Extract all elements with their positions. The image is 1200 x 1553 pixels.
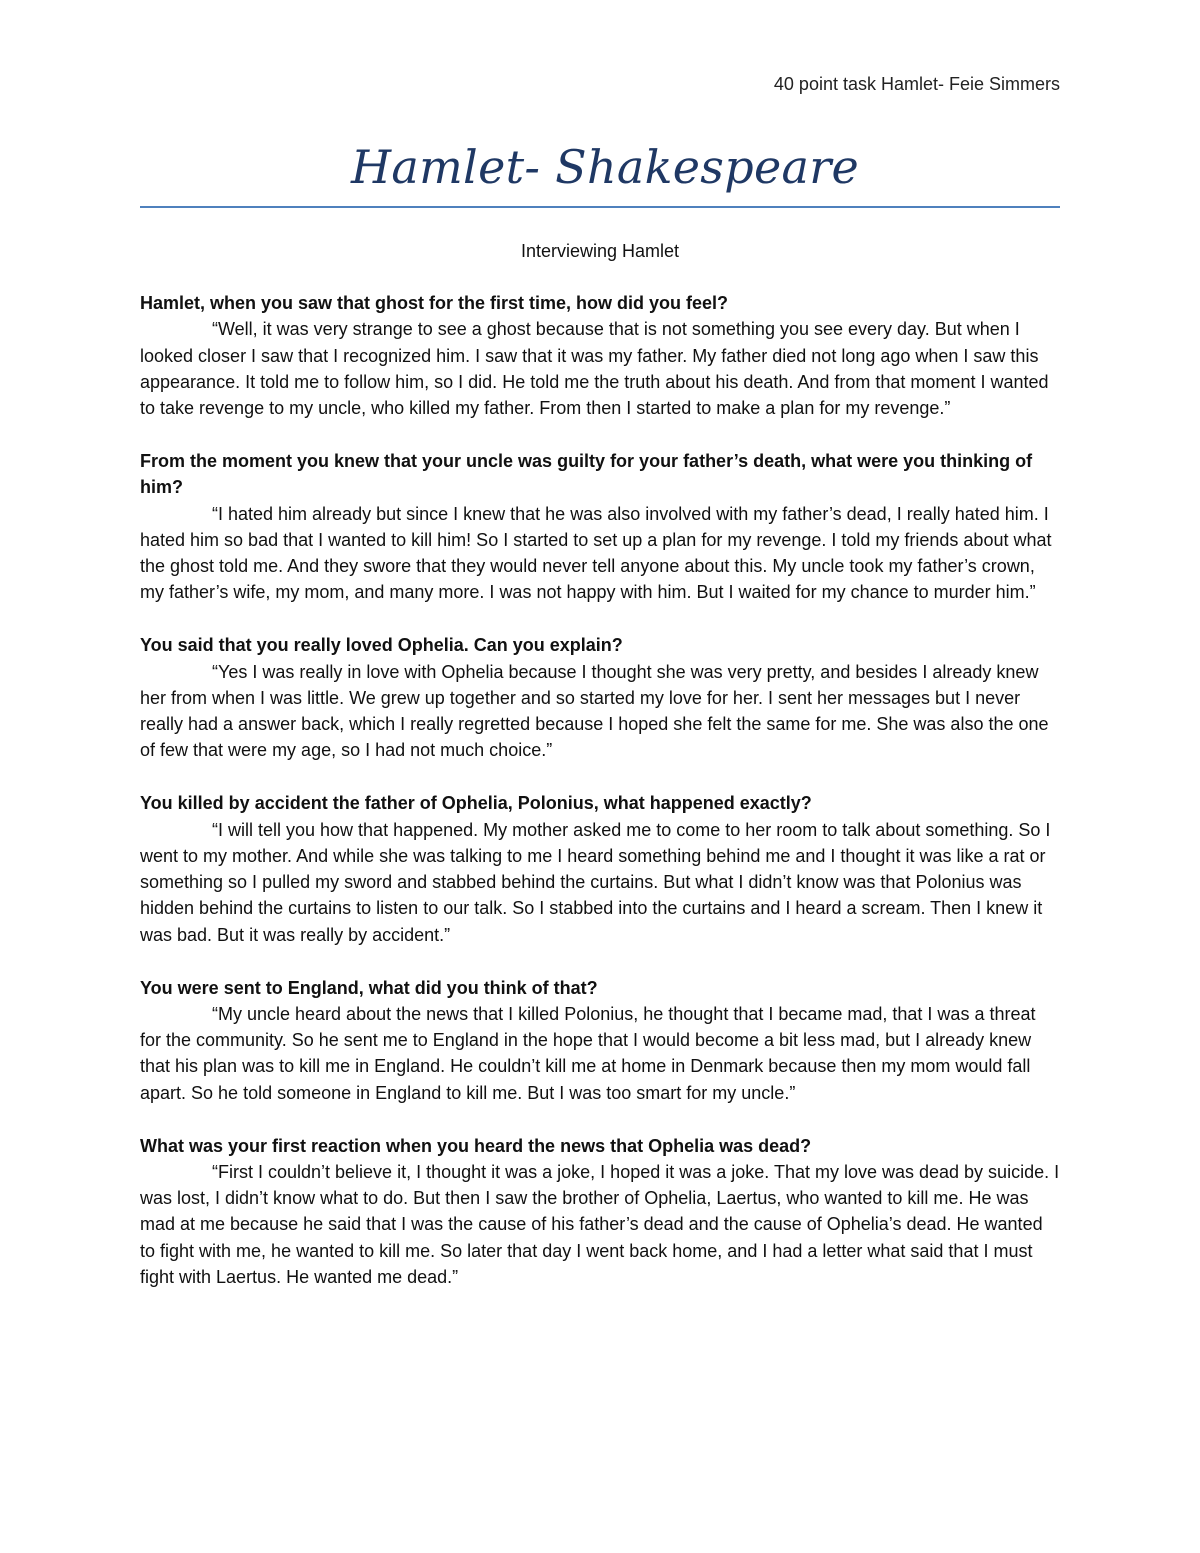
document-subtitle: Interviewing Hamlet	[520, 241, 680, 261]
interview-question: You were sent to England, what did you think of that?	[140, 977, 598, 998]
interview-answer: “My uncle heard about the news that I killed Polonius, he thought that I became mad, that I was a threat for the community. So he sent me to England in the hope that I would become a bit less mad, but I already knew that his plan was to kill me in England. He couldn’t kill me at home in Denmark because then my mom would fall apart. So he told someone in England to kill me. But I was too smart for my uncle.”	[140, 1003, 1036, 1103]
page-header: 40 point task Hamlet- Feie Simmers	[773, 74, 1060, 94]
interview-question: You said that you really loved Ophelia. Can you explain?	[140, 635, 623, 656]
interview-item	[140, 790, 1060, 948]
interview-list	[140, 290, 1060, 1317]
interview-answer: “I will tell you how that happened. My mother asked me to come to her room to talk about something. So I went to my mother. And while she was talking to me I heard something behind me and I thought it was like a rat or something so I pulled my sword and stabbed behind the curtains. But what I didn’t know was that Polonius was hidden behind the curtains to listen to our talk. So I stabbed into the curtains and I heard a scream. Then I knew it was bad. But it was really by accident.”	[140, 819, 1051, 945]
document-title: Hamlet- Shakespeare	[351, 140, 860, 194]
interview-question: You killed by accident the father of Ophelia, Polonius, what happened exactly?	[140, 793, 812, 814]
title-underline	[140, 206, 1060, 208]
interview-question: Hamlet, when you saw that ghost for the first time, how did you feel?	[140, 293, 729, 313]
interview-answer: “Yes I was really in love with Ophelia because I thought she was very pretty, and besides I already knew her from when I was little. We grew up together and so started my love for her. I sent her messages but I never really had a answer back, which I really regretted because I hoped she felt the same for me. She was also the one of few that were my age, so I had not much choice.”	[140, 661, 1049, 761]
interview-item	[140, 632, 1060, 763]
interview-answer: “First I couldn’t believe it, I thought it was a joke, I hoped it was a joke. That my love was dead by suicide. I was lost, I didn’t know what to do. But then I saw the brother of Ophelia, Laertus, who wanted to kill me. He was mad at me because he said that I was the cause of his father’s dead and the cause of Ophelia’s dead. He wanted to fight with me, he wanted to kill me. So later that day I went back home, and I had a letter what said that I must fight with Laertus. He wanted me dead.”	[140, 1161, 1060, 1287]
interview-item	[140, 1133, 1060, 1291]
document-page	[140, 0, 1060, 1553]
interview-question: From the moment you knew that your uncle was guilty for your father’s death, what were you thinking of him?	[140, 450, 1033, 498]
interview-item	[140, 448, 1060, 606]
interview-answer: “Well, it was very strange to see a ghost because that is not something you see every day. But when I looked closer I saw that I recognized him. I saw that it was my father. My father died not long ago when I saw this appearance. It told me to follow him, so I did. He told me the truth about his death. And from that moment I wanted to take revenge to my uncle, who killed my father. From then I started to make a plan for my revenge.”	[140, 319, 1049, 419]
interview-question: What was your first reaction when you heard the news that Ophelia was dead?	[140, 1135, 812, 1156]
interview-item	[140, 290, 1060, 421]
interview-answer: “I hated him already but since I knew that he was also involved with my father’s dead, I really hated him. I hated him so bad that I wanted to kill him! So I started to set up a plan for my revenge. I told my friends about what the ghost told me. And they swore that they would never tell anyone about this. My uncle took my father’s crown, my father’s wife, my mom, and many more. I was not happy with him. But I waited for my chance to murder him.”	[140, 503, 1052, 603]
interview-item	[140, 975, 1060, 1106]
